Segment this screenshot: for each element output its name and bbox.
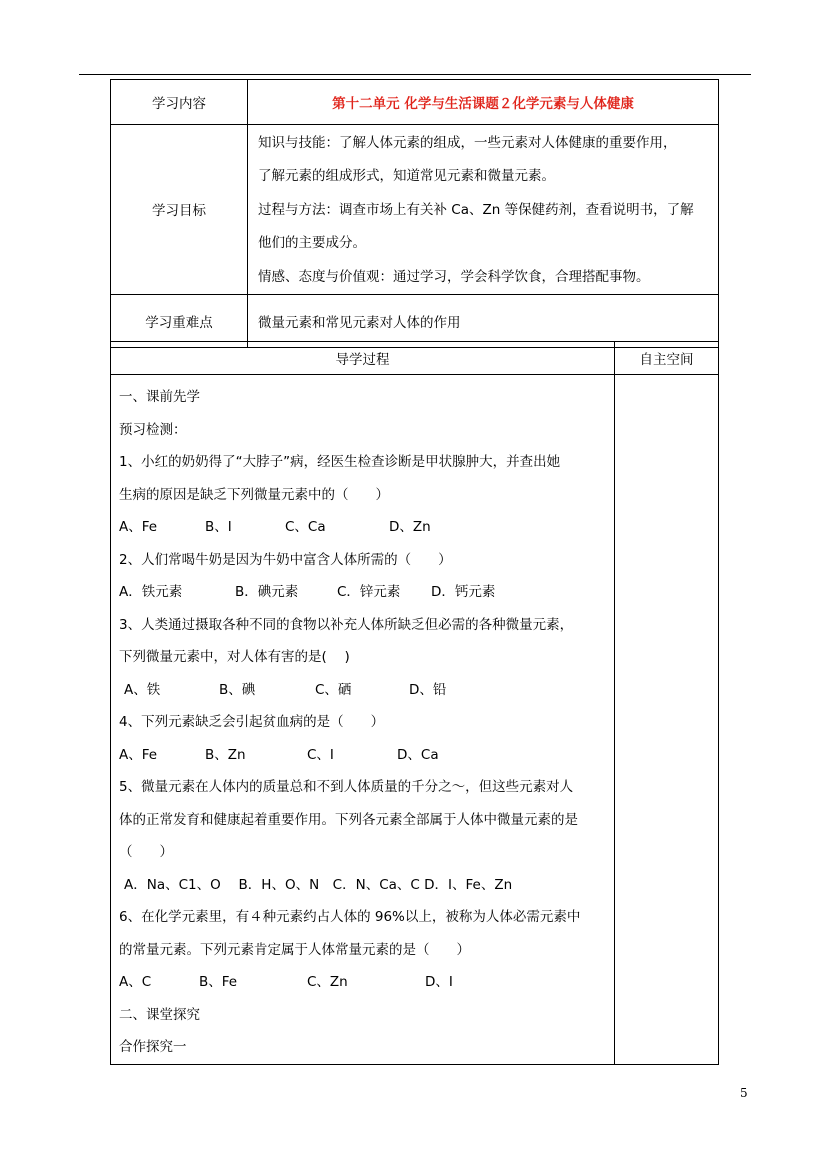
option: D、铅 [409,681,447,698]
study-content-label: 学习内容 [111,80,248,125]
question-5-options: A．Na、C1、O B．H、O、N C．N、Ca、C D．I、Fe、Zn [124,876,513,893]
option: D、Zn [389,519,431,535]
question-4: 4、下列元素缺乏会引起贫血病的是（ ） [119,714,385,730]
question-1-options [119,511,614,544]
question-2-options [119,576,614,609]
option: C、Zn [307,974,348,990]
question-4-options [119,739,614,772]
option: A、C [119,974,152,990]
option: D、I [425,974,453,990]
goals-content [248,125,719,295]
option: A、Fe [119,519,158,535]
option: B、I [205,519,232,535]
option: A、Fe [119,746,158,763]
question-1-line: 1、小红的奶奶得了“大脖子”病，经医生检查诊断是甲状腺肿大，并查出她 [119,454,561,470]
question-6-line: 6、在化学元素里，有４种元素约占人体的 96%以上，被称为人体必需元素中 [119,909,581,925]
option: B、碘 [219,681,256,698]
question-2: 2、人们常喝牛奶是因为牛奶中富含人体所需的（ ） [119,551,452,568]
question-3-line: 3、人类通过摄取各种不同的食物以补充人体所缺乏但必需的各种微量元素， [119,616,574,633]
question-6-line: 的常量元素。下列元素肯定属于人体常量元素的是（ ） [119,941,470,958]
option: D、Ca [397,746,439,763]
option: D．钙元素 [431,584,496,600]
option: B．碘元素 [235,584,299,600]
option: A、铁 [124,681,161,698]
difficulty-label: 学习重难点 [111,294,248,347]
goal-line: 过程与方法：调查市场上有关补 Ca、Zn 等保健药剂，查看说明书，了解 [258,202,694,218]
option: C、Ca [285,519,326,535]
goal-line: 他们的主要成分。 [258,234,366,251]
goals-label: 学习目标 [111,125,248,295]
question-3-options [119,674,614,707]
preview-heading: 预习检测： [119,421,187,438]
question-3-line: 下列微量元素中，对人体有害的是( ) [119,649,350,665]
goal-line: 知识与技能：了解人体元素的组成，一些元素对人体健康的重要作用， [258,135,677,151]
question-5-line: 体的正常发育和健康起着重要作用。下列各元素全部属于人体中微量元素的是 [119,811,578,828]
difficulty-text: 微量元素和常见元素对人体的作用 [248,294,719,347]
goal-line: 情感、态度与价值观：通过学习，学会科学饮食，合理搭配事物。 [258,269,650,285]
option: B、Zn [205,746,246,763]
guide-table [110,341,719,1065]
option: C、I [307,746,334,763]
option: C．锌元素 [337,584,401,600]
process-header: 导学过程 [111,342,615,375]
header-rule [79,74,751,75]
section-heading: 二、课堂探究 [119,1006,200,1023]
option: C、硒 [315,681,352,698]
page-title: 第十二单元 化学与生活课题２化学元素与人体健康 [248,80,719,125]
option: A．铁元素 [119,584,183,600]
section-heading: 一、课前先学 [119,389,200,405]
explore-heading: 合作探究一 [119,1039,187,1055]
space-column [615,375,719,1065]
question-5-line: （ ） [119,844,173,860]
option: B、Fe [199,974,238,990]
question-1-line: 生病的原因是缺乏下列微量元素中的（ ） [119,486,389,503]
space-header: 自主空间 [615,342,719,375]
question-6-options [119,966,614,999]
goal-line: 了解元素的组成形式，知道常见元素和微量元素。 [258,167,555,184]
question-5-line: 5、微量元素在人体内的质量总和不到人体质量的千分之～，但这些元素对人 [119,779,574,795]
process-content [111,375,615,1065]
info-table [110,79,719,348]
page-number: 5 [740,1086,748,1100]
